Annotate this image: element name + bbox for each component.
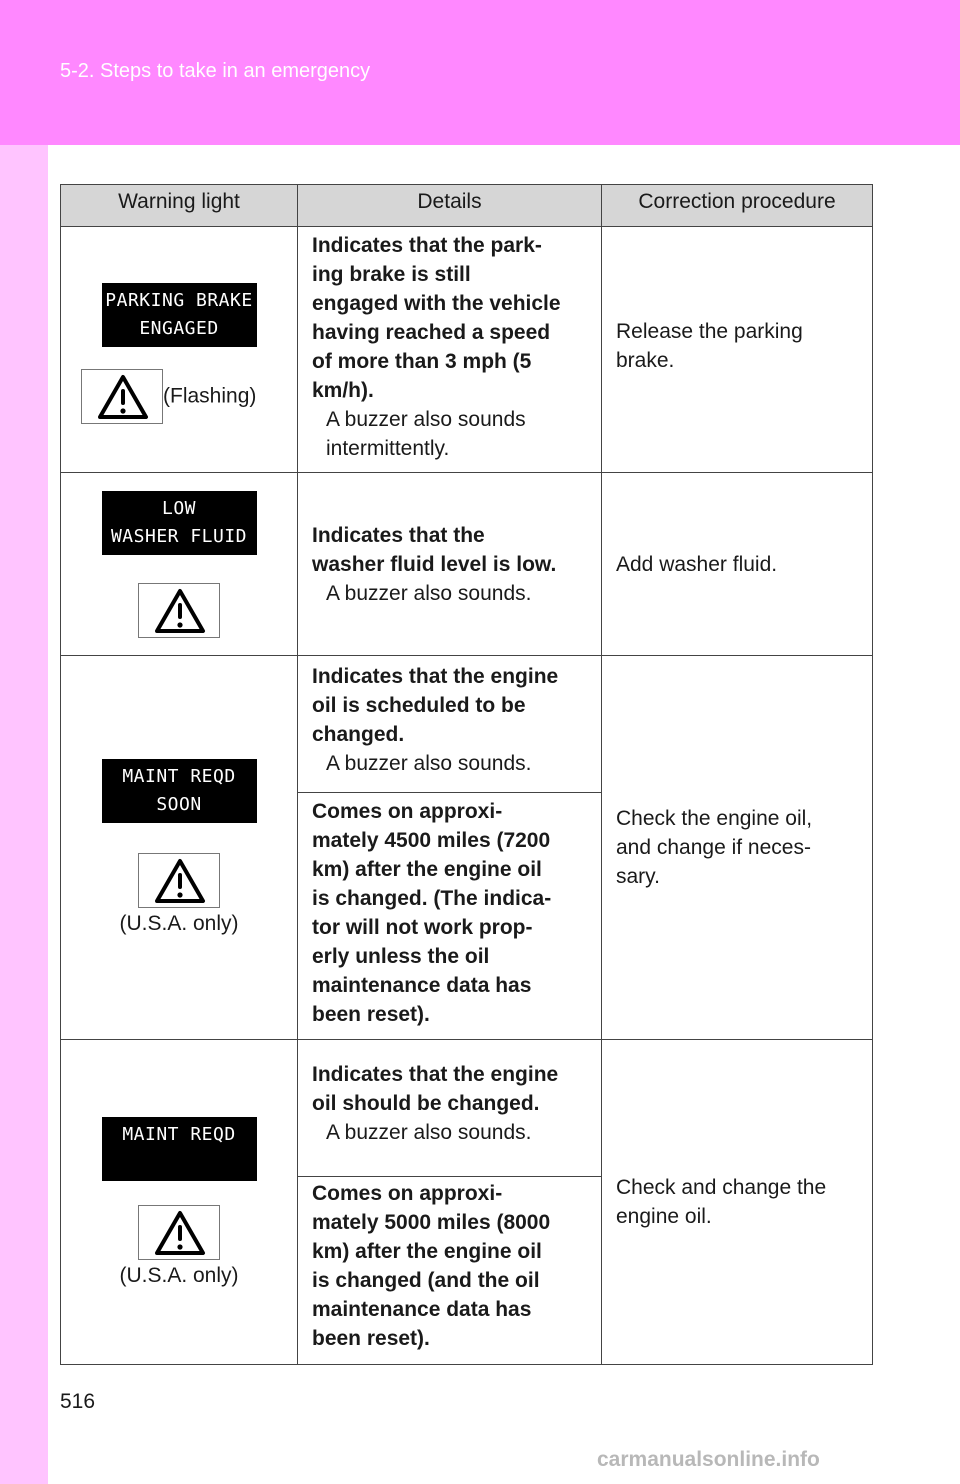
correction-text: Add washer fluid.	[616, 552, 778, 576]
warning-light-cell	[61, 227, 298, 473]
usa-only-note: (U.S.A. only)	[119, 912, 239, 935]
details-text: Indicates that the engine oil should be changed.	[312, 1063, 559, 1115]
correction-cell	[602, 473, 873, 656]
caution-triangle-icon	[138, 583, 220, 638]
warning-light-cell	[61, 1040, 298, 1365]
maint-reqd-display: MAINT REQD	[102, 1117, 257, 1181]
correction-text: Release the parking brake.	[616, 320, 803, 372]
details-note: A buzzer also sounds.	[326, 752, 532, 775]
low-washer-fluid-display: LOW WASHER FLUID	[102, 491, 257, 555]
caution-triangle-icon	[138, 1205, 220, 1260]
correction-cell	[602, 227, 873, 473]
column-header-details: Details	[298, 185, 602, 227]
correction-text: Check and change the engine oil.	[616, 1176, 827, 1228]
details-text: Indicates that the park- ing brake is still engaged with the vehicle having reached a speed of more than 3 mph (5 km/h).	[312, 234, 561, 402]
warning-light-table	[60, 184, 873, 1365]
correction-cell	[602, 1040, 873, 1365]
details-cell	[298, 793, 602, 1040]
details-cell	[298, 1177, 602, 1365]
table-row	[61, 656, 873, 793]
table-header-row	[61, 185, 873, 227]
details-note: A buzzer also sounds intermittently.	[326, 408, 526, 460]
details-text: Indicates that the engine oil is scheduled to be changed.	[312, 665, 559, 746]
caution-triangle-icon	[81, 369, 163, 424]
details-cell	[298, 473, 602, 656]
breadcrumb: 5-2. Steps to take in an emergency	[60, 60, 371, 82]
maint-reqd-soon-display: MAINT REQD SOON	[102, 759, 257, 823]
details-note: A buzzer also sounds.	[326, 1121, 532, 1144]
page-number: 516	[60, 1390, 96, 1413]
column-header-correction: Correction procedure	[602, 185, 873, 227]
details-cell	[298, 656, 602, 793]
watermark: carmanualsonline.info	[597, 1448, 820, 1471]
details-cell	[298, 227, 602, 473]
details-note: A buzzer also sounds.	[326, 581, 532, 605]
parking-brake-display: PARKING BRAKE ENGAGED	[102, 283, 257, 347]
flashing-note: (Flashing)	[163, 384, 257, 408]
details-text: Comes on approxi- mately 5000 miles (8000 km) after the engine oil is changed (and the oil maintenance data has been reset).	[312, 1182, 551, 1350]
table-row	[61, 473, 873, 656]
warning-light-cell	[61, 473, 298, 656]
caution-triangle-icon	[138, 853, 220, 908]
column-header-warning-light: Warning light	[61, 185, 298, 227]
usa-only-note: (U.S.A. only)	[119, 1263, 239, 1287]
warning-light-cell	[61, 656, 298, 1040]
correction-text: Check the engine oil, and change if neces- sary.	[616, 807, 813, 888]
correction-cell	[602, 656, 873, 1040]
table-row	[61, 227, 873, 473]
details-cell	[298, 1040, 602, 1177]
side-band	[0, 145, 48, 1484]
table-row	[61, 1040, 873, 1177]
details-text: Indicates that the washer fluid level is low.	[312, 523, 557, 576]
details-text: Comes on approxi- mately 4500 miles (7200 km) after the engine oil is changed. (The indica- tor will not work prop- erly unless the oil maintenance data has been reset).	[312, 800, 552, 1026]
